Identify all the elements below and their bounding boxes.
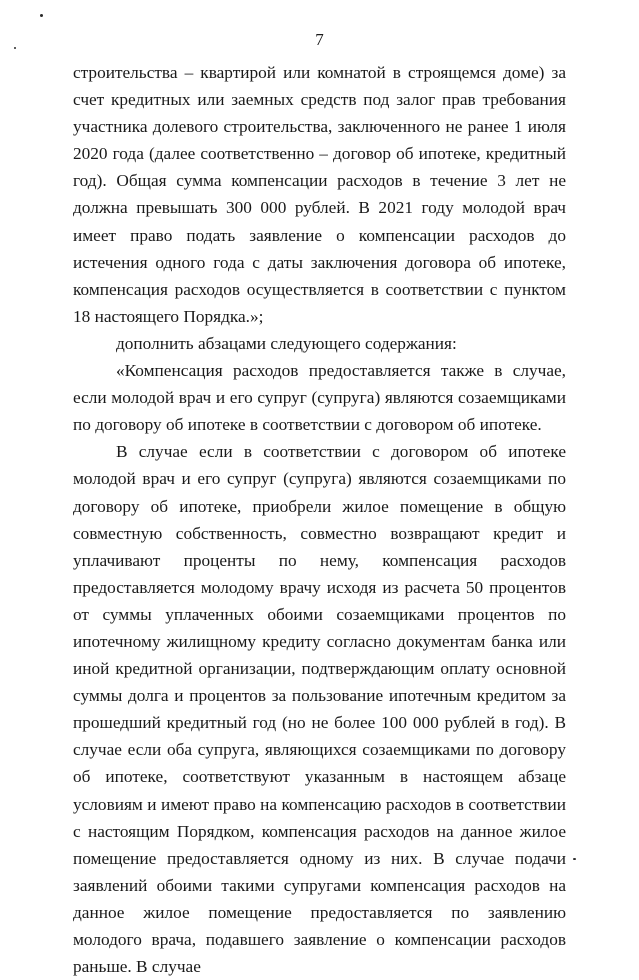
- paragraph-continuation: строительства – квартирой или комнатой в строящемся доме) за счет кредитных или заемных средств под залог прав требования участника долевого строительства, заключенного не ранее 1 июля 2020 года (далее соответственно – договор об ипотеке, кредитный год). Общая сумма компенсации расходов в течение 3 лет не должна превышать 300 000 рублей. В 2021 году молодой врач имеет право подать заявление о компенсации расходов до истечения одного года с даты заключения договора об ипотеке, компенсация расходов осуществляется в соответствии с пунктом 18 настоящего Порядка.»;: [73, 63, 566, 326]
- document-body: [73, 59, 566, 980]
- scan-speck-top-left: [40, 14, 43, 17]
- paragraph-co-borrowers: «Компенсация расходов предоставляется также в случае, если молодой врач и его супруг (супруга) являются созаемщиками по договору об ипотеке в соответствии с договором об ипотеке.: [73, 361, 566, 435]
- paragraph-amendment-intro: дополнить абзацами следующего содержания:: [116, 333, 457, 353]
- page-number: 7: [315, 30, 324, 49]
- paragraph-joint-ownership: В случае если в соответствии с договором об ипотеке молодой врач и его супруг (супруга) являются созаемщиками по договору об ипотеке, приобрели жилое помещение в общую совместную собственность, совместно возвращают кредит и уплачивают проценты по нему, компенсация расходов предоставляется молодому врачу исходя из расчета 50 процентов от суммы уплаченных обоими созаемщиками процентов по ипотечному жилищному кредиту согласно документам банка или иной кредитной организации, подтверждающим оплату основной суммы долга и процентов за пользование ипотечным кредитом за прошедший кредитный год (но не более 100 000 рублей в год). В случае если оба супруга, являющихся созаемщиками по договору об ипотеке, соответствуют указанным в настоящем абзаце условиям и имеют право на компенсацию расходов в соответствии с настоящим Порядком, компенсация расходов на данное жилое помещение предоставляется одному из них. В случае подачи заявлений обоими такими супругами компенсация расходов на данное жилое помещение предоставляется по заявлению молодого врача, подавшего заявление о компенсации расходов раньше. В случае: [73, 442, 566, 977]
- scan-speck-bottom-right: [573, 858, 576, 860]
